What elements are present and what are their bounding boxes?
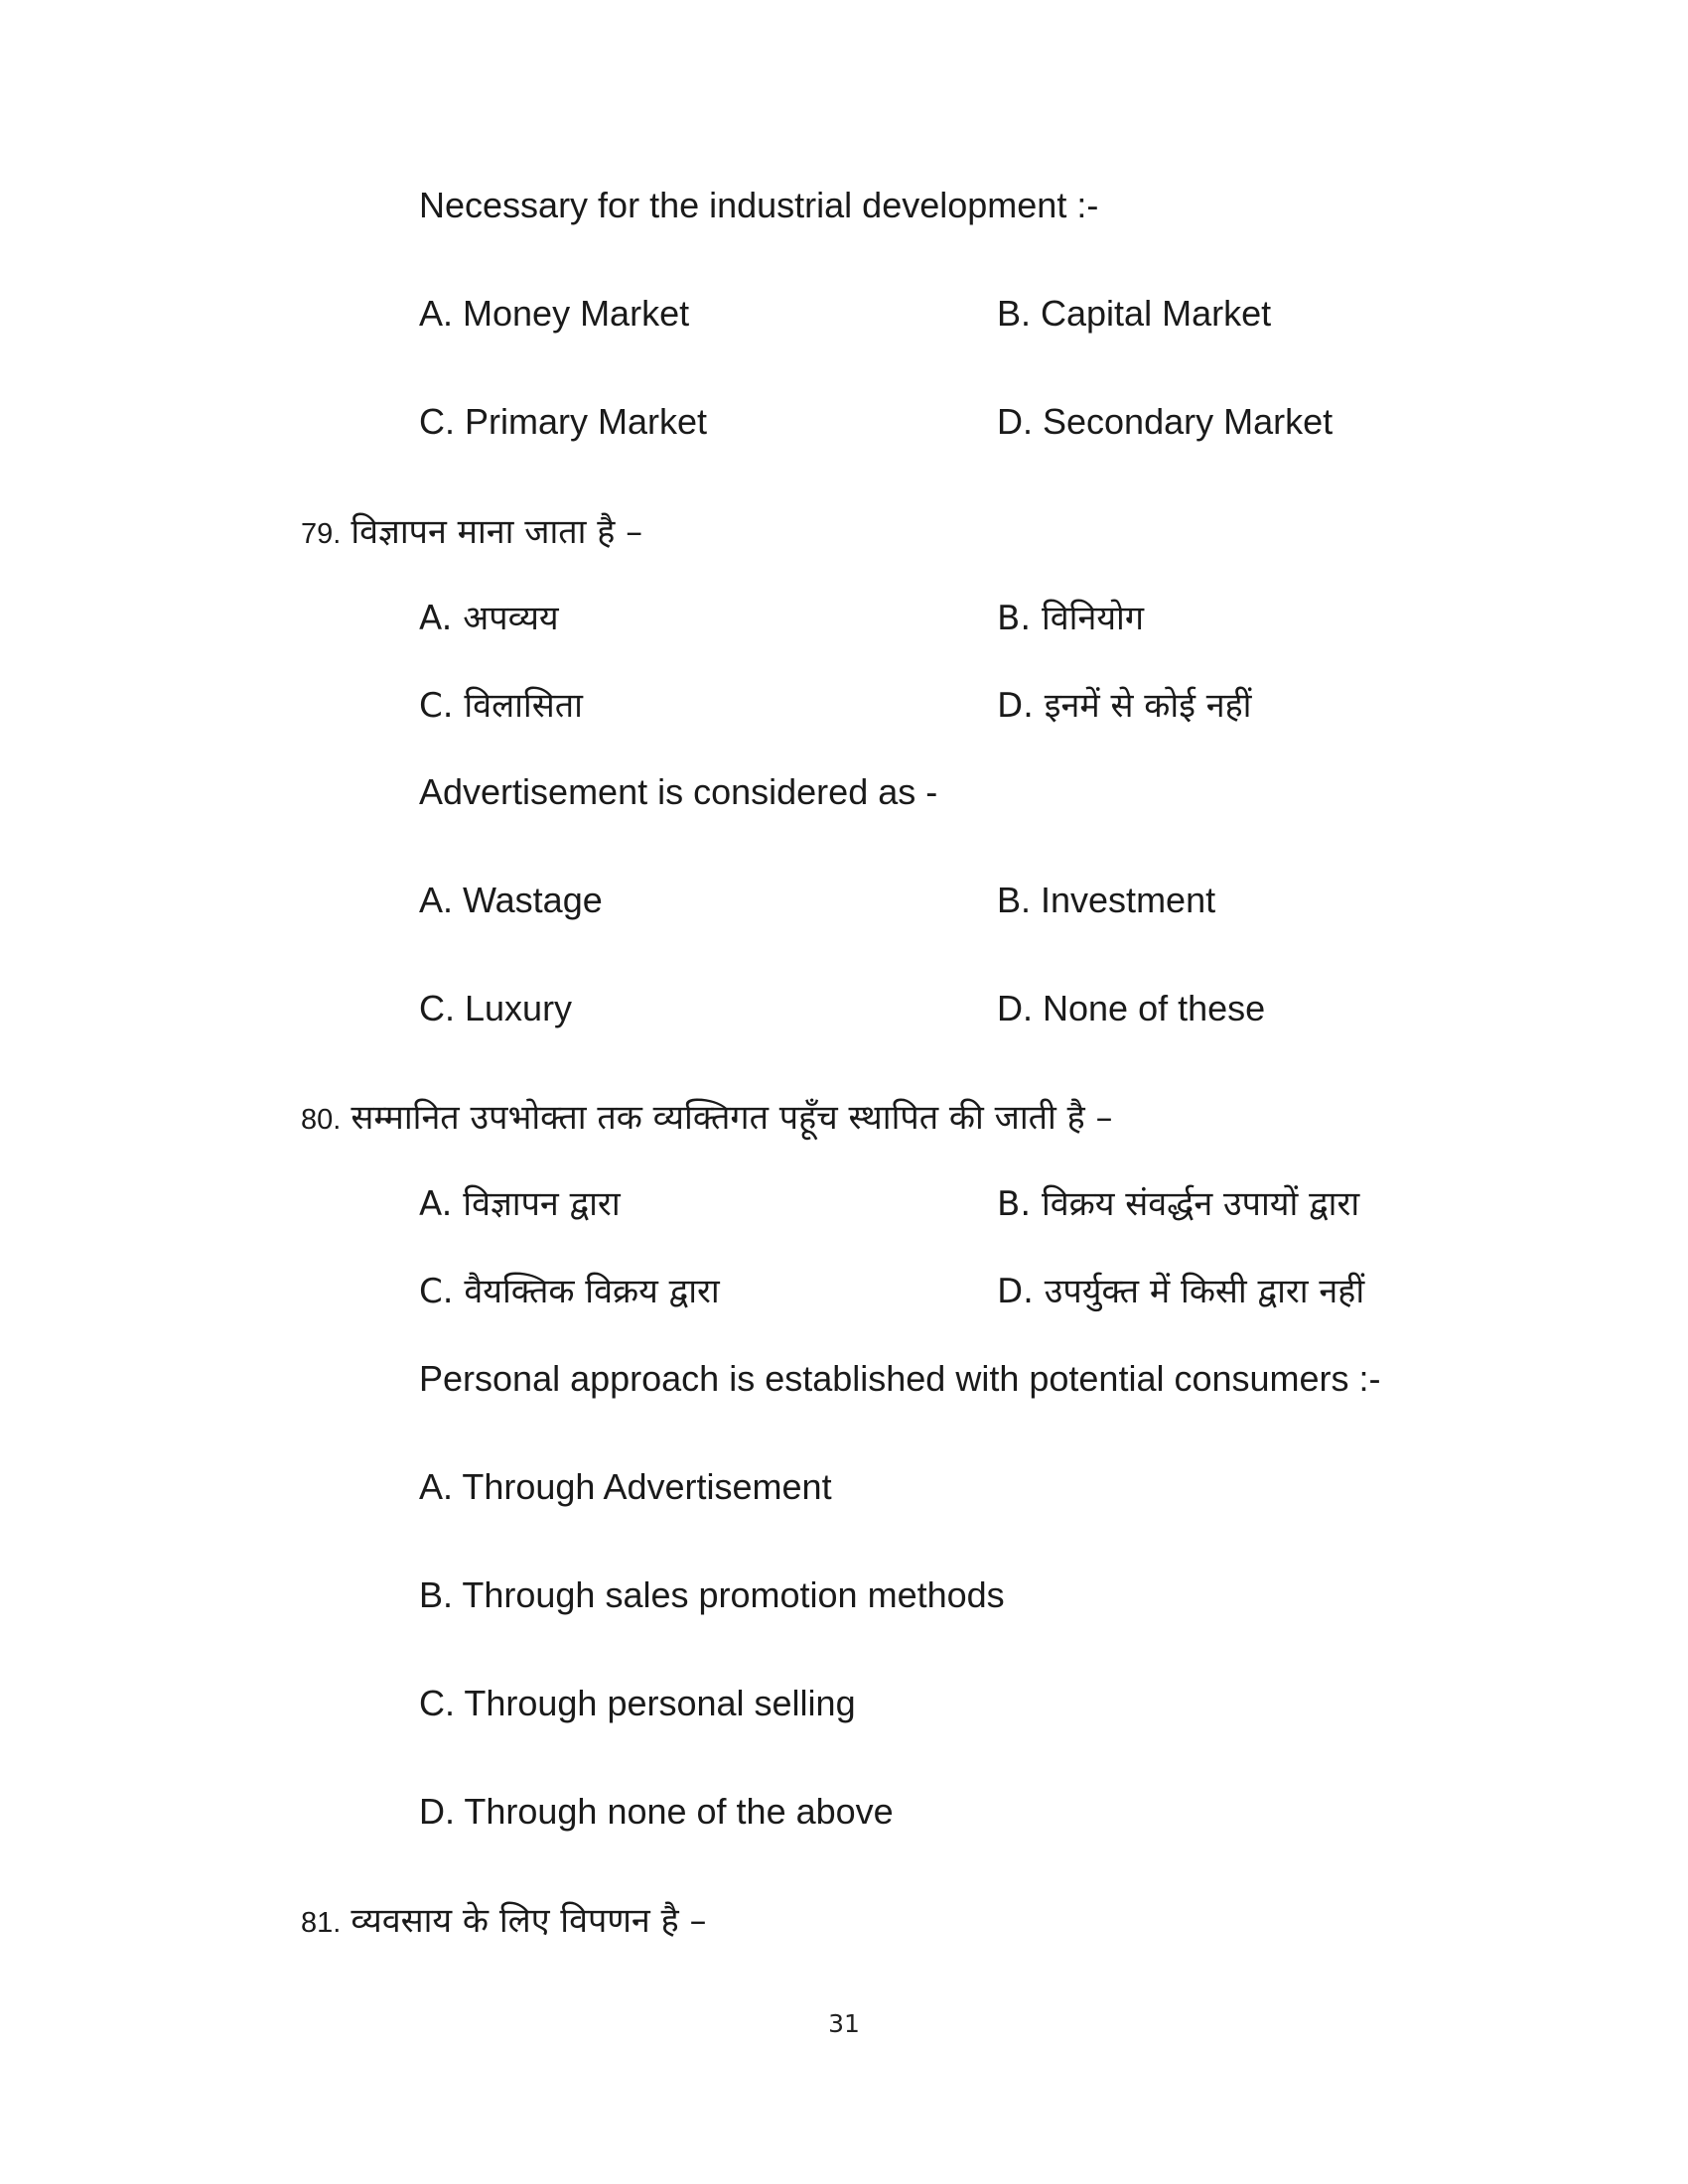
q78-option-d-en: D. Secondary Market — [997, 401, 1334, 442]
q79-option-a-en: A. Wastage — [419, 880, 603, 920]
q78-option-a-en: A. Money Market — [419, 293, 690, 334]
q80-stem-hi: सम्मानित उपभोक्ता तक व्यक्तिगत पहूँच स्थापित की जाती है – — [351, 1098, 1113, 1138]
q81-number: 81. — [301, 1907, 342, 1939]
q78-stem-en: Necessary for the industrial development :- — [419, 185, 1099, 225]
page-number: 31 — [828, 2009, 860, 2038]
q81-heading — [301, 1898, 706, 1945]
q80-number: 80. — [301, 1104, 342, 1136]
q80-heading — [301, 1095, 1113, 1142]
q80-stem-en: Personal approach is established with potential consumers :- — [419, 1358, 1381, 1399]
q79-stem-en: Advertisement is considered as - — [419, 771, 938, 812]
q79-option-d-hi: D. इनमें से कोई नहीं — [997, 686, 1252, 726]
q79-option-b-hi: B. विनियोग — [997, 599, 1144, 638]
q80-option-d-hi: D. उपर्युक्त में किसी द्वारा नहीं — [997, 1272, 1365, 1311]
q78-option-c-en: C. Primary Market — [419, 401, 708, 442]
q79-number: 79. — [301, 518, 342, 550]
q80-option-b-en: B. Through sales promotion methods — [419, 1574, 1005, 1615]
q79-heading — [301, 509, 642, 556]
q79-option-a-hi: A. अपव्यय — [419, 599, 559, 638]
q81-stem-hi: व्यवसाय के लिए विपणन है – — [351, 1901, 707, 1941]
q80-option-b-hi: B. विक्रय संवर्द्धन उपायों द्वारा — [997, 1184, 1360, 1224]
q80-option-d-en: D. Through none of the above — [419, 1791, 894, 1832]
q80-option-c-en: C. Through personal selling — [419, 1683, 856, 1723]
q79-stem-hi: विज्ञापन माना जाता है – — [351, 512, 643, 552]
q79-option-b-en: B. Investment — [997, 880, 1216, 920]
q79-option-c-hi: C. विलासिता — [419, 686, 583, 726]
q80-option-a-hi: A. विज्ञापन द्वारा — [419, 1184, 621, 1224]
q78-option-b-en: B. Capital Market — [997, 293, 1272, 334]
q80-option-c-hi: C. वैयक्तिक विक्रय द्वारा — [419, 1272, 720, 1311]
q79-option-d-en: D. None of these — [997, 988, 1266, 1028]
q80-option-a-en: A. Through Advertisement — [419, 1466, 832, 1507]
q79-option-c-en: C. Luxury — [419, 988, 573, 1028]
